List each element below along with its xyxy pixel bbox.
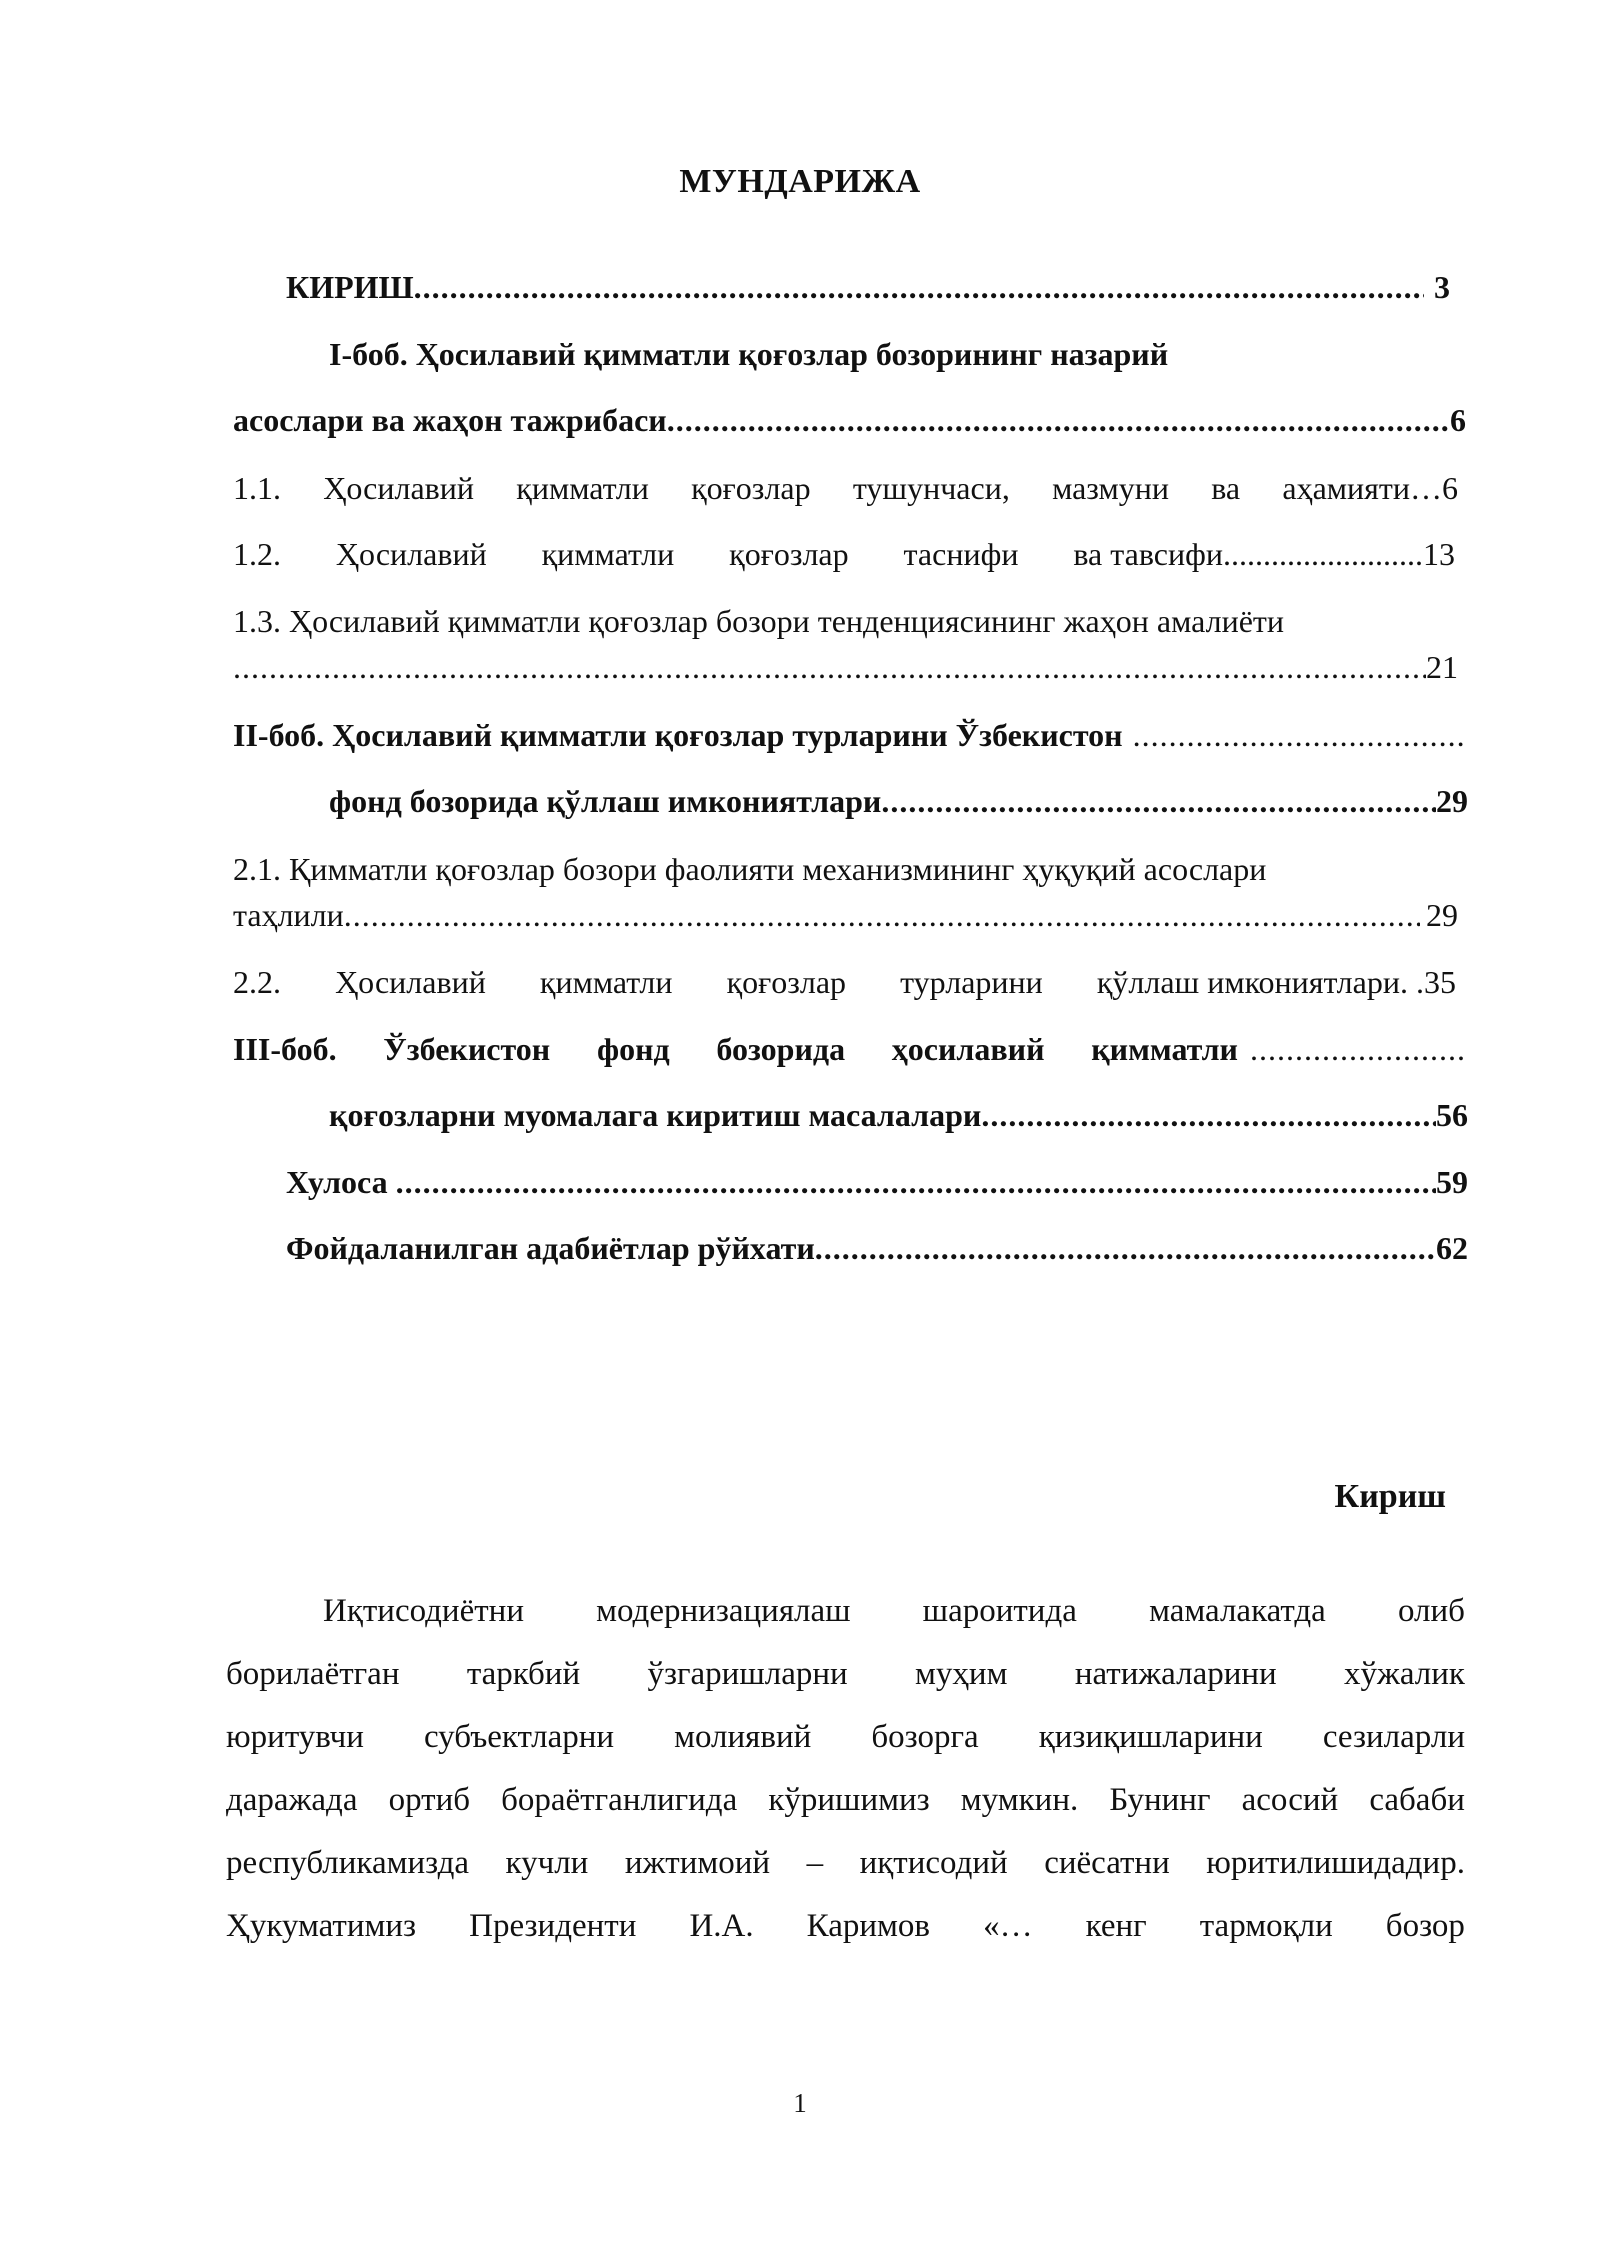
word: «… xyxy=(983,1908,1033,1944)
dot-leader xyxy=(667,399,1450,441)
toc-entry-1-2[interactable] xyxy=(233,533,1455,575)
word: қоғозлар xyxy=(691,470,811,506)
paragraph-line xyxy=(226,1643,1465,1706)
word: хўжалик xyxy=(1344,1656,1465,1692)
toc-entry-1-3-line1[interactable]: 1.3. Ҳосилавий қимматли қоғозлар бозори тенденциясининг жаҳон амалиёти xyxy=(233,603,1284,639)
word: натижаларини xyxy=(1074,1656,1277,1692)
word: бозорга xyxy=(871,1719,979,1755)
word: юритувчи xyxy=(226,1719,364,1755)
paragraph-line xyxy=(226,1706,1465,1769)
word: ижтимоий xyxy=(624,1845,771,1881)
dot-leader xyxy=(414,266,1424,308)
dot-leader xyxy=(1133,714,1466,756)
word: мазмуни xyxy=(1052,470,1169,506)
word: Ҳосилавий xyxy=(335,536,487,572)
word: кучли xyxy=(505,1845,589,1881)
paragraph-line xyxy=(226,1769,1465,1832)
word: бораётганлигида xyxy=(501,1782,738,1818)
word: III-боб. xyxy=(233,1031,337,1067)
toc-entry-page: 56 xyxy=(1436,1097,1468,1133)
dot-leader xyxy=(815,1227,1436,1269)
toc-title: МУНДАРИЖА xyxy=(679,163,921,200)
toc-entry-label: қоғозларни муомалага киритиш масалалари xyxy=(329,1097,982,1133)
toc-entry-page: 3 xyxy=(1434,269,1450,305)
word: субъектларни xyxy=(423,1719,615,1755)
word: сабаби xyxy=(1369,1782,1465,1818)
word: иқтисодий xyxy=(859,1845,1008,1881)
toc-chapter1-line2[interactable] xyxy=(233,399,1466,441)
word: даражада xyxy=(226,1782,358,1818)
toc-entry-page: 21 xyxy=(1426,649,1458,685)
word: Бунинг xyxy=(1109,1782,1211,1818)
dot-leader xyxy=(1250,1028,1466,1070)
toc-chapter3-line1[interactable] xyxy=(233,1028,1466,1070)
toc-entry-label: II-боб. Ҳосилавий қимматли қоғозлар турларини Ўзбекистон xyxy=(233,717,1123,753)
word: 1.1. xyxy=(233,470,281,506)
dot-leader xyxy=(981,1094,1436,1136)
word: модернизациялаш xyxy=(596,1593,851,1629)
word: тушунчаси, xyxy=(852,470,1010,506)
word: таркбий xyxy=(466,1656,581,1692)
toc-entry-2-1-line2[interactable] xyxy=(233,894,1458,936)
word: Президенти xyxy=(469,1908,637,1944)
word: қимматли xyxy=(1091,1031,1238,1067)
word: асосий xyxy=(1241,1782,1339,1818)
word: ҳосилавий xyxy=(891,1031,1045,1067)
toc-entry-page: 6 xyxy=(1450,402,1466,438)
section-heading: Кириш xyxy=(1334,1478,1446,1515)
toc-chapter1-line1[interactable]: I-боб. Ҳосилавий қимматли қоғозлар бозорининг назарий xyxy=(329,336,1169,372)
word: И.А. xyxy=(689,1908,754,1944)
word: кўришимиз xyxy=(768,1782,930,1818)
word: Ҳосилавий xyxy=(323,470,475,506)
toc-entry-label: Хулоса xyxy=(286,1164,396,1200)
word: фонд xyxy=(596,1031,670,1067)
word: республикамизда xyxy=(226,1845,470,1881)
toc-entry-label: фонд бозорида қўллаш имкониятлари xyxy=(329,783,882,819)
toc-entry-label: КИРИШ xyxy=(286,269,414,305)
word: Ҳукуматимиз xyxy=(226,1908,417,1944)
word: ва xyxy=(1211,470,1241,506)
word: шароитида xyxy=(922,1593,1077,1629)
toc-entry-page: 59 xyxy=(1436,1164,1468,1200)
word: қўллаш имкониятлари. .35 xyxy=(1096,964,1456,1000)
word: қимматли xyxy=(516,470,649,506)
toc-entry-label: таҳлили xyxy=(233,897,344,933)
dot-leader xyxy=(233,646,1426,688)
toc-entry-1-1[interactable] xyxy=(233,467,1458,509)
word: – xyxy=(806,1845,824,1881)
word: 2.2. xyxy=(233,964,281,1000)
toc-chapter3-line2[interactable] xyxy=(329,1094,1468,1136)
word: қизиқишларини xyxy=(1038,1719,1263,1755)
toc-entry-page: 29 xyxy=(1436,783,1468,819)
word: бозор xyxy=(1385,1908,1465,1944)
word: аҳамияти…6 xyxy=(1282,470,1458,506)
word: қимматли xyxy=(539,964,673,1000)
dot-leader xyxy=(396,1161,1436,1203)
word: ва тавсифи.........................13 xyxy=(1073,536,1455,572)
word: Каримов xyxy=(806,1908,931,1944)
word: турларини xyxy=(900,964,1043,1000)
toc-entry-label: асослари ва жаҳон тажрибаси xyxy=(233,402,667,438)
toc-entry-page: 29 xyxy=(1426,897,1458,933)
word: Иқтисодиётни xyxy=(323,1593,524,1629)
paragraph-line xyxy=(323,1580,1465,1643)
word: сиёсатни xyxy=(1044,1845,1170,1881)
page-number: 1 xyxy=(793,2088,807,2118)
toc-entry-label: Фойдаланилган адабиётлар рўйхати xyxy=(286,1230,815,1266)
word: юритилишидадир. xyxy=(1206,1845,1465,1881)
toc-entry-1-3-line2[interactable] xyxy=(233,646,1458,688)
toc-entry-2-1-line1[interactable]: 2.1. Қимматли қоғозлар бозори фаолияти механизмининг ҳуқуқий асослари xyxy=(233,851,1267,887)
word: мамалакатда xyxy=(1149,1593,1326,1629)
word: тармоқли xyxy=(1199,1908,1333,1944)
dot-leader xyxy=(881,780,1436,822)
word: ортиб xyxy=(388,1782,471,1818)
word: бозорида xyxy=(716,1031,846,1067)
word: қоғозлар xyxy=(726,964,847,1000)
toc-entry-label xyxy=(233,1028,1238,1070)
toc-chapter2-line2[interactable] xyxy=(329,780,1468,822)
toc-entry-page: 62 xyxy=(1436,1230,1468,1266)
paragraph-line xyxy=(226,1895,1465,1958)
dot-leader xyxy=(344,894,1420,936)
word: ўзгаришларни xyxy=(647,1656,848,1692)
toc-entry-2-2[interactable] xyxy=(233,961,1456,1003)
word: олиб xyxy=(1397,1593,1465,1629)
word: Ўзбекистон xyxy=(383,1031,551,1067)
paragraph-line xyxy=(226,1832,1465,1895)
word: борилаётган xyxy=(226,1656,400,1692)
word: сезиларли xyxy=(1322,1719,1465,1755)
word: муҳим xyxy=(915,1656,1008,1692)
word: таснифи xyxy=(903,536,1019,572)
word: кенг xyxy=(1085,1908,1147,1944)
toc-entry-references[interactable] xyxy=(286,1227,1468,1269)
toc-chapter2-line1[interactable] xyxy=(233,714,1466,756)
toc-entry-intro[interactable] xyxy=(286,266,1450,308)
word: қимматли xyxy=(541,536,675,572)
word: Ҳосилавий xyxy=(335,964,486,1000)
word: мумкин. xyxy=(960,1782,1079,1818)
word: қоғозлар xyxy=(729,536,849,572)
word: 1.2. xyxy=(233,536,281,572)
toc-entry-conclusion[interactable] xyxy=(286,1161,1468,1203)
word: молиявий xyxy=(674,1719,812,1755)
